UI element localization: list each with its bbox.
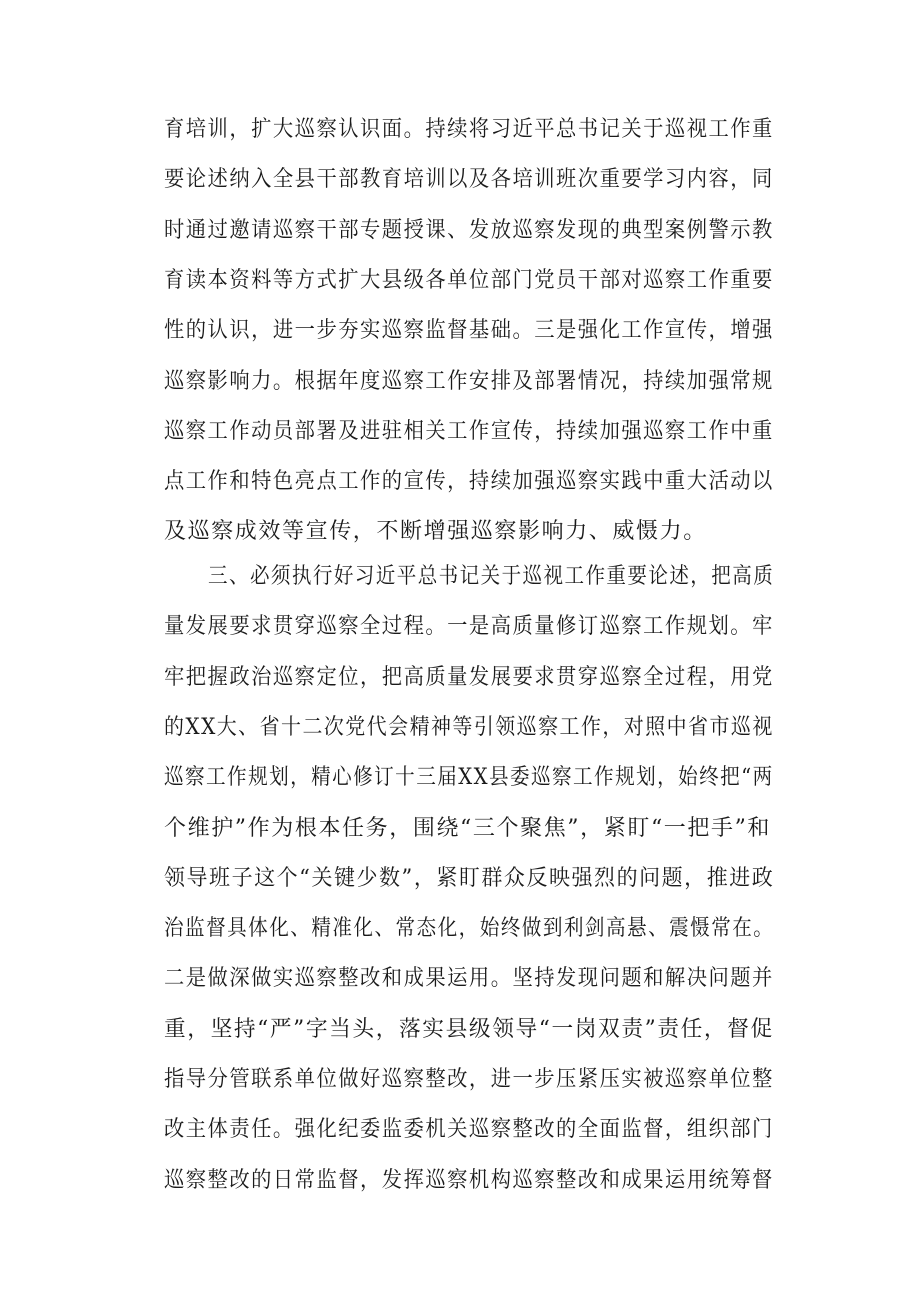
- text-line: 的XX大、省十二次党代会精神等引领巡察工作，对照中省市巡视: [164, 714, 774, 740]
- text-line: 指导分管联系单位做好巡察整改，进一步压紧压实被巡察单位整: [164, 1067, 774, 1092]
- text-line: 个维护”作为根本任务，围绕“三个聚焦”，紧盯“一把手”和: [164, 815, 772, 841]
- text-line: 点工作和特色亮点工作的宣传，持续加强巡察实践中重大活动以: [164, 469, 774, 495]
- text-line: 巡察整改的日常监督，发挥巡察机构巡察整改和成果运用统筹督: [164, 1167, 774, 1193]
- text-line: 三、必须执行好习近平总书记关于巡视工作重要论述，把高质: [208, 564, 775, 589]
- text-line: 要论述纳入全县干部教育培训以及各培训班次重要学习内容，同: [164, 167, 774, 193]
- text-line: 性的认识，进一步夯实巡察监督基础。三是强化工作宣传，增强: [164, 318, 774, 344]
- text-line: 巡察工作动员部署及进驻相关工作宣传，持续加强巡察工作中重: [164, 418, 774, 444]
- text-line: 巡察工作规划，精心修订十三届XX县委巡察工作规划，始终把“两: [164, 765, 774, 791]
- text-line: 二是做深做实巡察整改和成果运用。坚持发现问题和解决问题并: [164, 966, 774, 992]
- text-line: 育读本资料等方式扩大县级各单位部门党员干部对巡察工作重要: [164, 267, 774, 293]
- text-line: 时通过邀请巡察干部专题授课、发放巡察发现的典型案例警示教: [164, 217, 774, 243]
- text-line: 育培训，扩大巡察认识面。持续将习近平总书记关于巡视工作重: [164, 117, 774, 142]
- text-line: 改主体责任。强化纪委监委机关巡察整改的全面监督，组织部门: [164, 1117, 774, 1143]
- text-line: 领导班子这个“关键少数”，紧盯群众反映强烈的问题，推进政: [164, 865, 775, 891]
- text-line: 量发展要求贯穿巡察全过程。一是高质量修订巡察工作规划。牢: [164, 614, 774, 640]
- text-line: 治监督具体化、精准化、常态化，始终做到利剑高悬、震慑常在。: [164, 916, 775, 942]
- text-line: 重，坚持“严”字当头，落实县级领导“一岗双责”责任，督促: [164, 1016, 774, 1042]
- text-line: 牢把握政治巡察定位，把高质量发展要求贯穿巡察全过程，用党: [164, 664, 774, 690]
- text-line: 巡察影响力。根据年度巡察工作安排及部署情况，持续加强常规: [164, 368, 774, 394]
- text-line: 及巡察成效等宣传，不断增强巡察影响力、威慑力。: [164, 519, 707, 545]
